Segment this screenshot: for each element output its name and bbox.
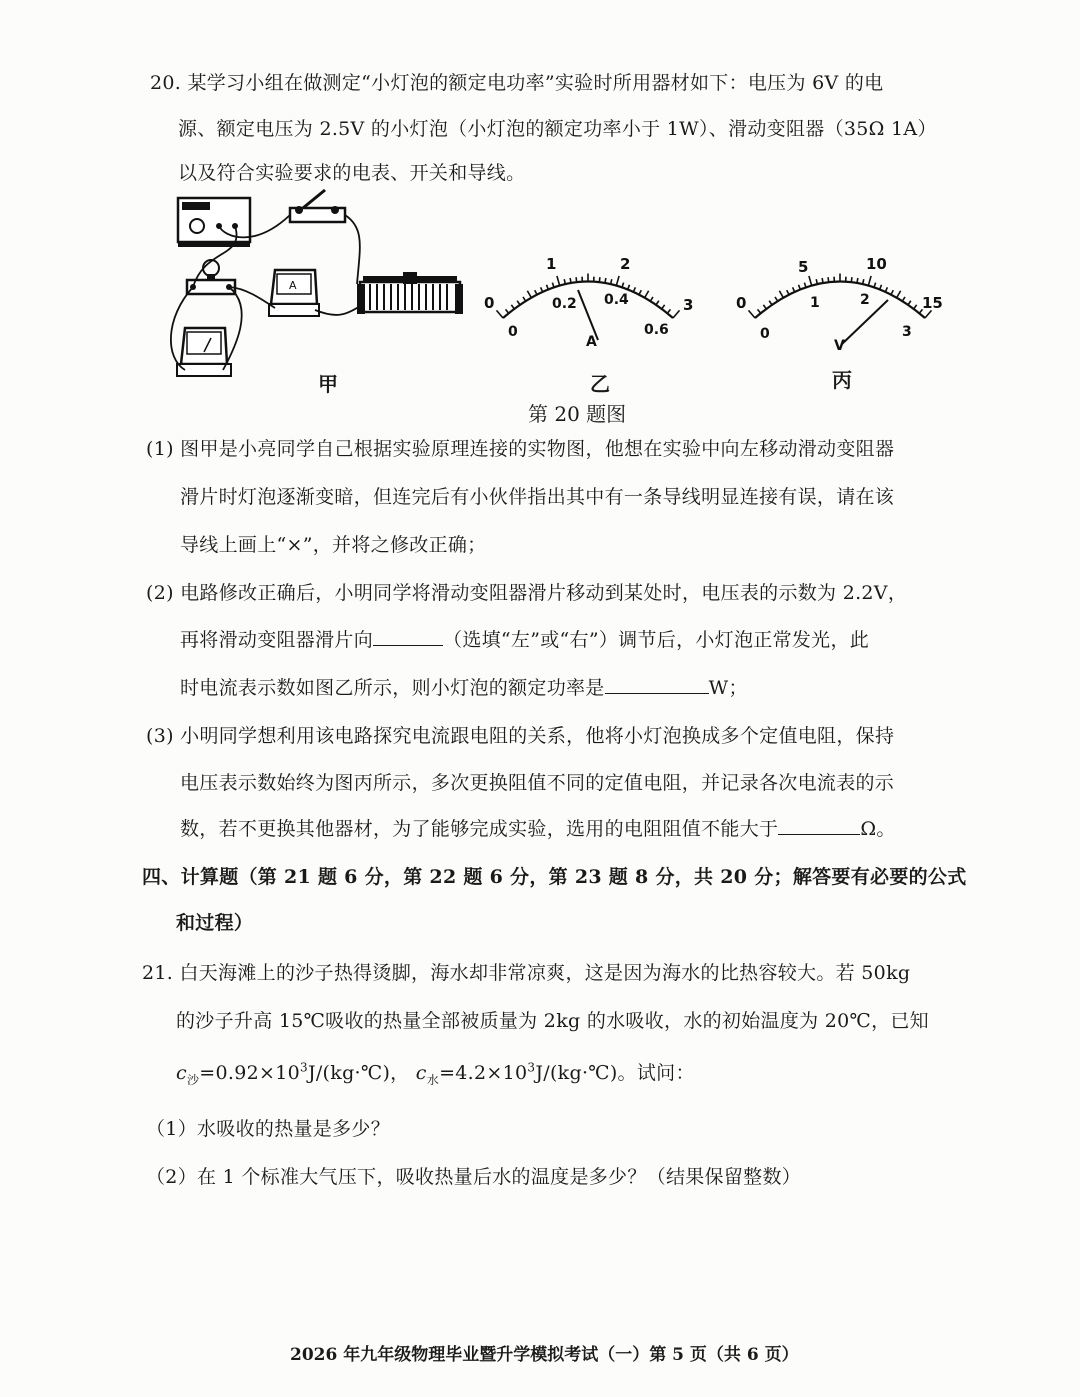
c-water-value: =4.2×10 (439, 1062, 528, 1084)
circuit-diagram-jia (165, 188, 485, 398)
dial-tick (769, 301, 772, 305)
ammeter-scale-big-1: 1 (546, 255, 557, 273)
dial-tick (639, 290, 641, 294)
voltmeter-scale-small-0: 0 (760, 326, 770, 342)
ammeter-scale-big-0: 0 (484, 294, 495, 312)
q20-part3-line2: 电压表示数始终为图丙所示，多次更换阻值不同的定值电阻，并记录各次电流表的示 (180, 772, 895, 794)
ammeter-scale-big-3: 3 (683, 296, 694, 314)
voltmeter-unit: V (834, 338, 845, 354)
voltmeter-scale-big-3: 15 (922, 294, 943, 312)
section4-heading-line2: 和过程） (176, 912, 254, 934)
c-sand-symbol: c (176, 1062, 187, 1084)
dial-tick (564, 279, 565, 284)
ammeter-unit: A (586, 334, 597, 350)
dial-tick (650, 297, 653, 301)
dial-tick (611, 279, 612, 284)
q20-line3: 以及符合实验要求的电表、开关和导线。 (178, 162, 526, 184)
dial-tick (787, 290, 789, 294)
q21-sub2: （2）在 1 个标准大气压下，吸收热量后水的温度是多少？（结果保留整数） (146, 1166, 802, 1188)
q20-part2-line2-b: （选填“左”或“右”）调节后，小灯泡正常发光，此 (443, 629, 870, 651)
bulb-icon (187, 260, 235, 294)
dial-tick (798, 285, 800, 290)
answer-blank-resistance[interactable] (778, 816, 860, 835)
dial-tick (599, 277, 600, 282)
dial-tick (656, 301, 659, 305)
figure-label-bing: 丙 (832, 368, 852, 392)
rheostat-icon (357, 272, 463, 314)
q20-line1: 20. 某学习小组在做测定“小灯泡的额定电功率”实验时所用器材如下：电压为 6V 的电 (150, 72, 884, 94)
section4-heading-line1: 四、计算题（第 21 题 6 分，第 22 题 6 分，第 23 题 8 分，共 20 分；解答要有必要的公式 (142, 866, 967, 888)
dial-tick (816, 279, 817, 284)
dial-tick (868, 276, 871, 286)
q20-part1-line2: 滑片时灯泡逐渐变暗，但连完后有小伙伴指出其中有一条导线明显连接有误，请在该 (180, 486, 895, 508)
dial-tick (511, 305, 514, 309)
unit-sand: J/(kg·℃)， (307, 1062, 410, 1084)
c-water-symbol: c (415, 1062, 427, 1084)
q21-line2: 的沙子升高 15℃吸收的热量全部被质量为 2kg 的水吸收，水的初始温度为 20℃，已知 (176, 1010, 929, 1032)
dial-tick (908, 301, 911, 305)
dial-tick (857, 278, 858, 283)
dial-tick (758, 309, 761, 313)
exp-water: 3 (527, 1060, 536, 1075)
dial-tick (496, 310, 503, 318)
svg-text:A: A (289, 279, 297, 292)
figure-label-jia: 甲 (318, 372, 338, 396)
voltmeter-scale-small-1: 1 (810, 295, 820, 311)
dial-tick (891, 290, 893, 294)
dial-tick (809, 276, 812, 286)
dial-tick (527, 291, 531, 298)
voltmeter-scale-big-1: 5 (798, 258, 809, 276)
q20-part3-line3-b: Ω。 (860, 818, 896, 840)
dial-tick (763, 305, 766, 309)
dial-tick (517, 301, 520, 305)
ammeter-scale-small-1: 0.2 (552, 296, 577, 312)
voltmeter-scale-big-0: 0 (736, 294, 747, 312)
page-footer: 2026 年九年级物理毕业暨升学模拟考试（一）第 5 页（共 6 页） (290, 1345, 799, 1365)
dial-tick (828, 277, 829, 282)
dial-tick (667, 309, 670, 313)
dial-tick (880, 285, 882, 290)
voltmeter-dial-bing (730, 250, 960, 360)
dial-tick (576, 277, 577, 282)
sand-subscript: 沙 (186, 1072, 200, 1087)
dial-tick (506, 309, 509, 313)
voltmeter-scale-small-2: 2 (860, 292, 870, 308)
dial-tick (793, 287, 795, 292)
q21-line1: 21. 白天海滩上的沙子热得烫脚，海水却非常凉爽，这是因为海水的比热容较大。若 50kg (142, 962, 911, 984)
figure-caption: 第 20 题图 (528, 402, 627, 426)
q20-part1-line1: (1) 图甲是小亮同学自己根据实验原理连接的实物图，他想在实验中向左移动滑动变阻器 (146, 438, 895, 460)
q20-line2: 源、额定电压为 2.5V 的小灯泡（小灯泡的额定功率小于 1W）、滑动变阻器（35Ω 1A） (178, 118, 937, 140)
water-subscript: 水 (426, 1072, 440, 1087)
q20-part3-line3-a: 数，若不更换其他器材，为了能够完成实验，选用的电阻阻值不能大于 (180, 818, 779, 840)
dial-tick (633, 287, 635, 292)
q20-part3-line3 (180, 814, 896, 841)
c-sand-value: =0.92×10 (199, 1062, 300, 1084)
power-supply-icon (178, 198, 250, 247)
dial-tick (628, 285, 630, 290)
dial-tick (645, 291, 649, 298)
q20-part2-line2-a: 再将滑动变阻器滑片向 (180, 629, 374, 651)
ammeter-icon (269, 270, 319, 316)
ammeter-scale-big-2: 2 (620, 255, 631, 273)
dial-tick (748, 310, 755, 318)
dial-tick (897, 291, 901, 298)
voltmeter-scale-small-3: 3 (902, 324, 912, 340)
dial-tick (885, 287, 887, 292)
dial-tick (662, 305, 665, 309)
ammeter-scale-small-0: 0 (508, 324, 518, 340)
voltmeter-scale-big-2: 10 (866, 255, 887, 273)
dial-tick (546, 285, 548, 290)
dial-tick (914, 305, 917, 309)
dial-tick (541, 287, 543, 292)
dial-tick (822, 278, 823, 283)
ammeter-scale-small-2: 0.4 (604, 292, 629, 308)
q20-part2-line1: (2) 电路修改正确后，小明同学将滑动变阻器滑片移动到某处时，电压表的示数为 2.2V， (146, 582, 908, 604)
q20-part3-line1: (3) 小明同学想利用该电路探究电流跟电阻的关系，他将小灯泡换成多个定值电阻，保持 (146, 725, 895, 747)
figure-label-yi: 乙 (590, 372, 610, 396)
dial-tick (616, 276, 619, 286)
dial-tick (902, 297, 905, 301)
exp-sand: 3 (300, 1060, 308, 1075)
unit-water: J/(kg·℃)。试问： (535, 1062, 695, 1084)
q21-sub1: （1）水吸收的热量是多少？ (146, 1118, 390, 1140)
q20-part2-line2 (180, 625, 869, 652)
switch-icon (290, 190, 345, 222)
dial-tick (605, 278, 606, 283)
q21-formula (176, 1058, 695, 1088)
dial-tick (779, 291, 783, 298)
dial-tick (863, 279, 864, 284)
q20-part2-line3-a: 时电流表示数如图乙所示，则小灯泡的额定功率是 (180, 677, 605, 699)
dial-tick (535, 290, 537, 294)
q20-part2-line3 (180, 673, 748, 700)
q20-part1-line3: 导线上画上“×”，并将之修改正确； (180, 534, 487, 556)
answer-blank-direction[interactable] (373, 627, 443, 646)
ammeter-dial-yi (478, 250, 708, 355)
dial-tick (673, 310, 680, 318)
dial-tick (775, 297, 778, 301)
q20-part2-line3-b: W； (708, 677, 748, 699)
dial-tick (523, 297, 526, 301)
dial-tick (851, 277, 852, 282)
ammeter-scale-small-3: 0.6 (644, 322, 669, 338)
ammeter-needle (578, 290, 598, 340)
dial-tick (557, 276, 560, 286)
dial-tick (570, 278, 571, 283)
answer-blank-power[interactable] (605, 675, 709, 694)
